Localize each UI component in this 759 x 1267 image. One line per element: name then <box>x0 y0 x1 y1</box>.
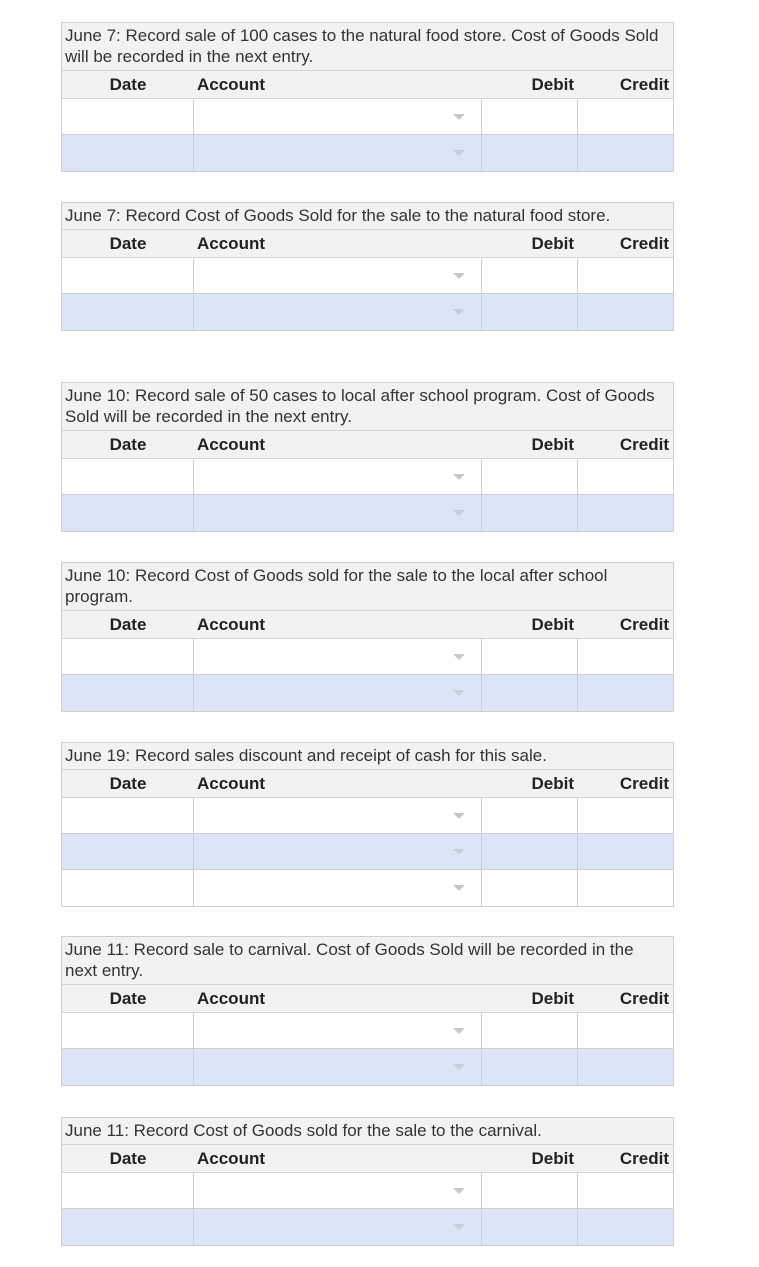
journal-entry-table-7 <box>61 1117 674 1246</box>
journal-row-3 <box>62 870 673 906</box>
credit-input[interactable] <box>578 99 673 134</box>
journal-entry-table-5 <box>61 742 674 907</box>
debit-input[interactable] <box>482 1209 578 1245</box>
debit-column-header: Debit <box>531 1149 574 1168</box>
chevron-down-icon[interactable] <box>453 474 465 480</box>
credit-input[interactable] <box>578 798 673 833</box>
credit-column-header: Credit <box>619 234 669 253</box>
entry-instruction: June 10: Record Cost of Goods sold for the sale to the local after school program. <box>62 563 673 611</box>
date-input[interactable] <box>62 135 194 171</box>
credit-input[interactable] <box>578 258 673 293</box>
journal-row-2 <box>62 1209 673 1245</box>
entry-rows <box>62 1013 673 1085</box>
debit-input[interactable] <box>482 495 578 531</box>
debit-input[interactable] <box>482 798 578 833</box>
chevron-down-icon[interactable] <box>453 1028 465 1034</box>
journal-row-1 <box>62 639 673 675</box>
journal-row-1 <box>62 798 673 834</box>
account-column-header: Account <box>197 234 265 253</box>
chevron-down-icon[interactable] <box>453 510 465 516</box>
debit-column-header: Debit <box>531 234 574 253</box>
journal-entry-table-6 <box>61 936 674 1086</box>
date-input[interactable] <box>62 99 194 134</box>
credit-input[interactable] <box>578 675 673 711</box>
entry-rows <box>62 99 673 171</box>
account-select[interactable] <box>194 135 482 171</box>
date-input[interactable] <box>62 495 194 531</box>
account-column-header: Account <box>197 435 265 454</box>
credit-input[interactable] <box>578 1049 673 1085</box>
column-header-row <box>62 431 673 459</box>
debit-input[interactable] <box>482 99 578 134</box>
entry-rows <box>62 798 673 906</box>
credit-input[interactable] <box>578 294 673 330</box>
account-select[interactable] <box>194 99 482 134</box>
date-input[interactable] <box>62 1209 194 1245</box>
chevron-down-icon[interactable] <box>453 309 465 315</box>
date-input[interactable] <box>62 675 194 711</box>
journal-row-2 <box>62 135 673 171</box>
date-input[interactable] <box>62 798 194 833</box>
account-select[interactable] <box>194 1049 482 1085</box>
account-column-header: Account <box>197 75 265 94</box>
journal-entry-table-1 <box>61 22 674 172</box>
date-input[interactable] <box>62 459 194 494</box>
column-header-row <box>62 611 673 639</box>
journal-entry-table-3 <box>61 382 674 532</box>
debit-column-header: Debit <box>531 989 574 1008</box>
account-select[interactable] <box>194 495 482 531</box>
chevron-down-icon[interactable] <box>453 885 465 891</box>
column-header-row <box>62 770 673 798</box>
journal-row-2 <box>62 1049 673 1085</box>
account-select[interactable] <box>194 870 482 906</box>
credit-column-header: Credit <box>619 1149 669 1168</box>
chevron-down-icon[interactable] <box>453 690 465 696</box>
entry-instruction: June 11: Record sale to carnival. Cost of Goods Sold will be recorded in the next entry. <box>62 937 673 985</box>
credit-input[interactable] <box>578 135 673 171</box>
column-header-row <box>62 985 673 1013</box>
date-input[interactable] <box>62 1049 194 1085</box>
journal-row-2 <box>62 675 673 711</box>
debit-input[interactable] <box>482 639 578 674</box>
debit-input[interactable] <box>482 870 578 906</box>
date-column-header: Date <box>109 989 147 1008</box>
debit-input[interactable] <box>482 258 578 293</box>
account-column-header: Account <box>197 989 265 1008</box>
account-column-header: Account <box>197 1149 265 1168</box>
journal-entry-table-4 <box>61 562 674 712</box>
credit-input[interactable] <box>578 834 673 869</box>
account-select[interactable] <box>194 459 482 494</box>
column-header-row <box>62 71 673 99</box>
column-header-row <box>62 230 673 258</box>
debit-input[interactable] <box>482 675 578 711</box>
date-column-header: Date <box>109 1149 147 1168</box>
chevron-down-icon[interactable] <box>453 654 465 660</box>
date-input[interactable] <box>62 834 194 869</box>
debit-column-header: Debit <box>531 435 574 454</box>
chevron-down-icon[interactable] <box>453 813 465 819</box>
chevron-down-icon[interactable] <box>453 273 465 279</box>
debit-column-header: Debit <box>531 615 574 634</box>
debit-input[interactable] <box>482 135 578 171</box>
entry-instruction: June 7: Record Cost of Goods Sold for the sale to the natural food store. <box>62 203 673 230</box>
credit-input[interactable] <box>578 870 673 906</box>
entry-rows <box>62 639 673 711</box>
date-input[interactable] <box>62 1173 194 1208</box>
account-column-header: Account <box>197 774 265 793</box>
debit-input[interactable] <box>482 1049 578 1085</box>
chevron-down-icon[interactable] <box>453 1224 465 1230</box>
credit-input[interactable] <box>578 639 673 674</box>
date-input[interactable] <box>62 258 194 293</box>
entry-rows <box>62 459 673 531</box>
journal-row-1 <box>62 1173 673 1209</box>
date-column-header: Date <box>109 75 147 94</box>
credit-input[interactable] <box>578 495 673 531</box>
date-input[interactable] <box>62 294 194 330</box>
date-column-header: Date <box>109 234 147 253</box>
journal-row-2 <box>62 294 673 330</box>
debit-input[interactable] <box>482 294 578 330</box>
account-select[interactable] <box>194 1013 482 1048</box>
credit-column-header: Credit <box>619 75 669 94</box>
date-column-header: Date <box>109 615 147 634</box>
account-select[interactable] <box>194 639 482 674</box>
account-select[interactable] <box>194 1209 482 1245</box>
journal-row-2 <box>62 495 673 531</box>
credit-input[interactable] <box>578 1013 673 1048</box>
account-select[interactable] <box>194 675 482 711</box>
journal-row-2 <box>62 834 673 870</box>
account-select[interactable] <box>194 1173 482 1208</box>
debit-input[interactable] <box>482 834 578 869</box>
chevron-down-icon[interactable] <box>453 1064 465 1070</box>
journal-row-1 <box>62 99 673 135</box>
entry-instruction: June 7: Record sale of 100 cases to the natural food store. Cost of Goods Sold will be recorded in the next entry. <box>62 23 673 71</box>
debit-input[interactable] <box>482 1013 578 1048</box>
account-select[interactable] <box>194 798 482 833</box>
credit-input[interactable] <box>578 459 673 494</box>
date-input[interactable] <box>62 639 194 674</box>
date-column-header: Date <box>109 435 147 454</box>
journal-row-1 <box>62 258 673 294</box>
chevron-down-icon[interactable] <box>453 1188 465 1194</box>
date-input[interactable] <box>62 870 194 906</box>
journal-row-1 <box>62 459 673 495</box>
date-input[interactable] <box>62 1013 194 1048</box>
debit-column-header: Debit <box>531 774 574 793</box>
account-select[interactable] <box>194 258 482 293</box>
credit-input[interactable] <box>578 1209 673 1245</box>
chevron-down-icon[interactable] <box>453 150 465 156</box>
credit-column-header: Credit <box>619 435 669 454</box>
debit-input[interactable] <box>482 459 578 494</box>
credit-column-header: Credit <box>619 989 669 1008</box>
credit-input[interactable] <box>578 1173 673 1208</box>
column-header-row <box>62 1145 673 1173</box>
entry-instruction: June 10: Record sale of 50 cases to local after school program. Cost of Goods Sold will be recorded in the next entry. <box>62 383 673 431</box>
entry-rows <box>62 258 673 330</box>
journal-entry-table-2 <box>61 202 674 331</box>
chevron-down-icon[interactable] <box>453 849 465 855</box>
date-column-header: Date <box>109 774 147 793</box>
entry-instruction: June 11: Record Cost of Goods sold for the sale to the carnival. <box>62 1118 673 1145</box>
credit-column-header: Credit <box>619 615 669 634</box>
entry-rows <box>62 1173 673 1245</box>
chevron-down-icon[interactable] <box>453 114 465 120</box>
journal-row-1 <box>62 1013 673 1049</box>
account-column-header: Account <box>197 615 265 634</box>
account-select[interactable] <box>194 834 482 869</box>
debit-column-header: Debit <box>531 75 574 94</box>
debit-input[interactable] <box>482 1173 578 1208</box>
account-select[interactable] <box>194 294 482 330</box>
entry-instruction: June 19: Record sales discount and receipt of cash for this sale. <box>62 743 673 770</box>
credit-column-header: Credit <box>619 774 669 793</box>
